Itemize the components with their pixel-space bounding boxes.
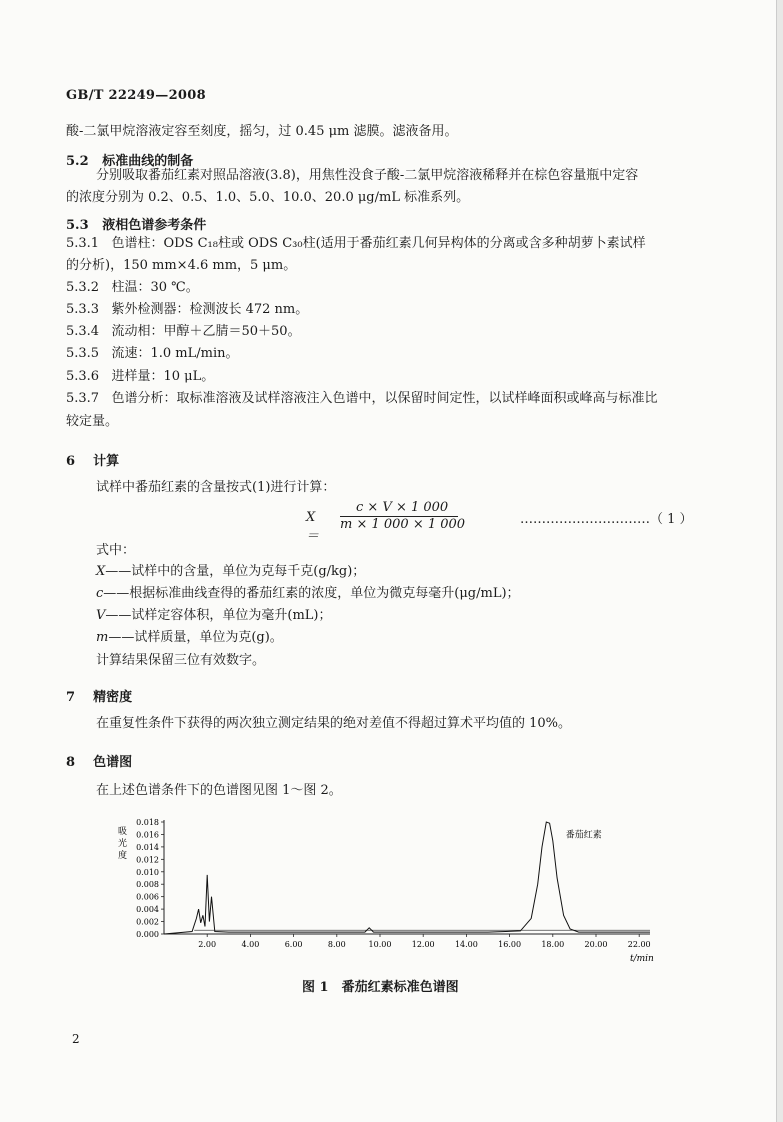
item-text: 柱温：30 ℃。 bbox=[111, 280, 199, 295]
y-tick-label: 0.010 bbox=[136, 867, 159, 877]
y-axis-label-char: 光 bbox=[118, 839, 128, 849]
definition bbox=[96, 586, 520, 602]
chromatogram-intro: 在上述色谱条件下的色谱图见图 1～图 2。 bbox=[96, 783, 342, 798]
x-tick-label: 16.00 bbox=[498, 940, 522, 949]
section-title: 精密度 bbox=[93, 690, 133, 705]
paragraph-line: 分别吸取番茄红素对照品溶液(3.8)，用焦性没食子酸-二氯甲烷溶液稀释并在棕色容量瓶中定容 bbox=[96, 168, 639, 183]
figure-caption: 图 1 番茄红素标准色谱图 bbox=[302, 980, 459, 995]
section-5-3-heading bbox=[66, 214, 206, 233]
x-tick-label: 12.00 bbox=[411, 940, 435, 949]
y-tick-label: 0.004 bbox=[136, 905, 159, 915]
item-5-3-5 bbox=[66, 346, 239, 362]
x-tick-label: 22.00 bbox=[627, 940, 651, 949]
peak-label: 番茄红素 bbox=[565, 830, 602, 841]
x-tick-label: 20.00 bbox=[584, 940, 608, 949]
page-number: 2 bbox=[72, 1032, 80, 1046]
x-tick-label: 4.00 bbox=[241, 940, 260, 949]
y-tick-label: 0.008 bbox=[136, 880, 159, 890]
item-text: 进样量：10 μL。 bbox=[111, 369, 215, 384]
chromatogram-chart bbox=[100, 812, 670, 976]
section-title: 色谱图 bbox=[93, 755, 133, 770]
y-axis-label-char: 度 bbox=[118, 851, 128, 861]
y-tick-label: 0.000 bbox=[136, 930, 159, 939]
item-num: 5.3.3 bbox=[66, 302, 100, 317]
item-num: 5.3.1 bbox=[66, 236, 100, 251]
section-8-heading bbox=[66, 751, 132, 770]
precision-text: 在重复性条件下获得的两次独立测定结果的绝对差值不得超过算术平均值的 10%。 bbox=[96, 716, 572, 731]
y-tick-label: 0.006 bbox=[136, 892, 159, 902]
x-tick-group bbox=[198, 934, 650, 949]
calc-note: 计算结果保留三位有效数字。 bbox=[96, 653, 266, 668]
section-title: 液相色谱参考条件 bbox=[102, 218, 207, 233]
definition bbox=[96, 630, 283, 646]
x-axis-label: t/min bbox=[630, 954, 654, 964]
y-tick-label: 0.014 bbox=[136, 842, 159, 852]
x-tick-label: 10.00 bbox=[368, 940, 392, 949]
standard-code: GB/T 22249—2008 bbox=[66, 88, 206, 103]
item-5-3-4 bbox=[66, 324, 301, 340]
y-axis-label-char: 吸 bbox=[118, 827, 128, 837]
continuation-text: 酸-二氯甲烷溶液定容至刻度，摇匀，过 0.45 μm 滤膜。滤液备用。 bbox=[66, 124, 458, 139]
definition bbox=[96, 564, 365, 580]
section-7-heading bbox=[66, 686, 132, 705]
definition-text: ——试样定容体积，单位为毫升(mL)； bbox=[105, 608, 332, 623]
x-tick-label: 8.00 bbox=[327, 940, 346, 949]
definition-text: ——根据标准曲线查得的番茄红素的浓度，单位为微克每毫升(μg/mL)； bbox=[103, 586, 520, 601]
item-5-3-1 bbox=[66, 236, 646, 252]
item-continuation: 的分析)，150 mm×4.6 mm，5 μm。 bbox=[66, 258, 297, 273]
item-5-3-7 bbox=[66, 391, 658, 407]
x-tick-label: 18.00 bbox=[541, 940, 565, 949]
section-6-heading bbox=[66, 450, 119, 469]
item-continuation: 较定量。 bbox=[66, 414, 119, 429]
section-num: 5.3 bbox=[66, 218, 89, 233]
item-text: 色谱分析：取标准溶液及试样溶液注入色谱中，以保留时间定性，以试样峰面积或峰高与标准比 bbox=[111, 391, 658, 406]
item-text: 流速：1.0 mL/min。 bbox=[111, 346, 239, 361]
item-5-3-3 bbox=[66, 302, 308, 318]
section-num: 7 bbox=[66, 690, 76, 705]
formula-numerator: c × V × 1 000 bbox=[356, 500, 449, 515]
section-title: 标准曲线的制备 bbox=[102, 154, 194, 169]
y-tick-group bbox=[136, 818, 164, 939]
y-tick-label: 0.016 bbox=[136, 830, 159, 840]
section-num: 5.2 bbox=[66, 154, 89, 169]
formula-lhs: X ＝ bbox=[306, 510, 320, 544]
equation-number: …………………………（ 1 ） bbox=[520, 512, 693, 527]
page-edge bbox=[776, 0, 783, 1122]
definition bbox=[96, 608, 332, 624]
symbol: V bbox=[96, 608, 106, 623]
x-tick-label: 6.00 bbox=[284, 940, 303, 949]
item-5-3-6 bbox=[66, 369, 214, 385]
section-num: 6 bbox=[66, 454, 76, 469]
formula-denominator: m × 1 000 × 1 000 bbox=[340, 517, 466, 532]
definition-text: ——试样中的含量，单位为克每千克(g/kg)； bbox=[105, 564, 366, 579]
symbol: c bbox=[96, 586, 104, 601]
item-5-3-2 bbox=[66, 280, 199, 296]
x-tick-label: 2.00 bbox=[198, 940, 217, 949]
y-tick-label: 0.012 bbox=[136, 855, 159, 865]
section-title: 计算 bbox=[93, 454, 120, 469]
symbol: m bbox=[96, 630, 109, 645]
x-tick-label: 14.00 bbox=[454, 940, 478, 949]
section-num: 8 bbox=[66, 755, 76, 770]
symbol: X bbox=[96, 564, 106, 579]
item-num: 5.3.2 bbox=[66, 280, 100, 295]
calc-intro: 试样中番茄红素的含量按式(1)进行计算： bbox=[96, 480, 336, 495]
where-label: 式中： bbox=[96, 543, 136, 558]
y-tick-label: 0.018 bbox=[136, 818, 159, 827]
y-tick-label: 0.002 bbox=[136, 917, 159, 927]
y-axis-label bbox=[118, 826, 127, 861]
definition-text: ——试样质量，单位为克(g)。 bbox=[108, 630, 283, 645]
item-text: 流动相：甲醇＋乙腈＝50＋50。 bbox=[111, 324, 301, 339]
paragraph-line: 的浓度分别为 0.2、0.5、1.0、5.0、10.0、20.0 μg/mL 标准系列。 bbox=[66, 190, 470, 205]
item-num: 5.3.4 bbox=[66, 324, 100, 339]
chromatogram-svg bbox=[100, 812, 670, 972]
section-5-2-heading bbox=[66, 150, 193, 169]
item-num: 5.3.5 bbox=[66, 346, 100, 361]
item-num: 5.3.7 bbox=[66, 391, 100, 406]
item-text: 紫外检测器：检测波长 472 nm。 bbox=[111, 302, 309, 317]
item-num: 5.3.6 bbox=[66, 369, 100, 384]
item-text: 色谱柱：ODS C₁₈柱或 ODS C₃₀柱(适用于番茄红素几何异构体的分离或含多种胡萝卜素试样 bbox=[111, 236, 646, 251]
